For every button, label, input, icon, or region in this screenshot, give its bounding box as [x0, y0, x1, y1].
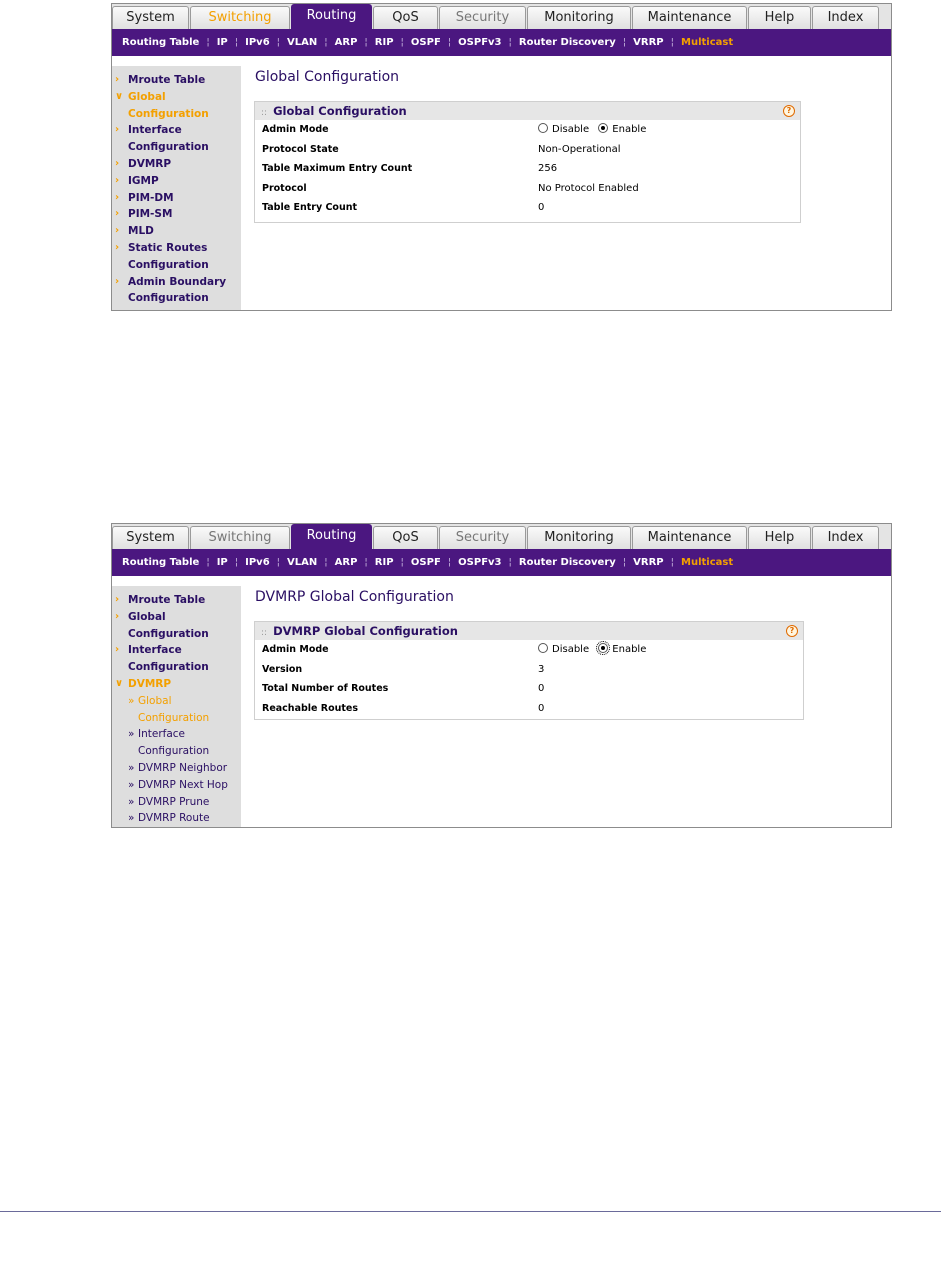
chevron-down-icon: ∨	[115, 90, 124, 102]
admin-mode-label: Admin Mode	[262, 644, 329, 655]
sidebar-subitem-dvmrp-neighbor[interactable]	[112, 760, 241, 777]
subnav-ipv6[interactable]: IPv6	[245, 37, 270, 48]
sidebar-subitem-label: DVMRP Prune	[138, 795, 210, 808]
row-table-maximum-entry-count	[255, 159, 800, 179]
chevron-right-icon: ›	[115, 225, 120, 237]
sidebar-item-label: DVMRP	[128, 677, 172, 690]
enable-radio[interactable]	[598, 123, 608, 133]
status-rows	[255, 140, 800, 218]
disable-radio[interactable]	[538, 123, 548, 133]
tab-system[interactable]: System	[112, 526, 189, 549]
nav-separator: ¦	[276, 37, 281, 48]
row-total-number-of-routes	[255, 679, 803, 699]
nav-separator: ¦	[234, 557, 239, 568]
screenshot-global-configuration	[111, 3, 892, 311]
sidebar-item-label: Global	[128, 90, 166, 103]
chevron-right-icon: ›	[115, 644, 120, 656]
sidebar-item-pim-dm[interactable]	[112, 190, 241, 207]
row-reachable-routes	[255, 699, 803, 719]
sidebar-item-pim-sm[interactable]	[112, 206, 241, 223]
nav-separator: ¦	[276, 557, 281, 568]
sidebar-subitem-label: DVMRP Route	[138, 812, 210, 825]
enable-label: Enable	[612, 124, 647, 135]
tab-monitoring[interactable]: Monitoring	[527, 6, 631, 29]
sidebar-item-igmp[interactable]	[112, 173, 241, 190]
tab-monitoring[interactable]: Monitoring	[527, 526, 631, 549]
sidebar-item-label: Mroute Table	[128, 74, 206, 86]
sidebar-item-label: Admin Boundary	[128, 275, 227, 288]
disable-label: Disable	[552, 124, 590, 135]
sidebar-item-global-configuration[interactable]	[112, 609, 241, 643]
routing-sub-nav	[112, 549, 891, 576]
subnav-multicast[interactable]: Multicast	[681, 557, 734, 568]
chevron-right-icon: ›	[115, 174, 120, 186]
field-label: Protocol State	[262, 143, 339, 155]
tab-switching[interactable]: Switching	[190, 6, 290, 29]
page-title: DVMRP Global Configuration	[255, 589, 454, 605]
subnav-routing-table[interactable]: Routing Table	[122, 37, 200, 48]
admin-mode-options	[538, 120, 652, 140]
field-label: Reachable Routes	[262, 702, 359, 714]
chevron-right-icon: ›	[115, 241, 120, 253]
admin-mode-options	[538, 640, 652, 660]
multicast-sidebar	[112, 66, 241, 310]
question-mark-icon[interactable]: ?	[786, 625, 798, 637]
admin-mode-label: Admin Mode	[262, 124, 329, 135]
nav-separator: ¦	[400, 37, 404, 48]
tab-maintenance[interactable]: Maintenance	[632, 6, 747, 29]
field-label: Total Number of Routes	[262, 683, 389, 695]
sidebar-item-label: Interface	[128, 124, 182, 137]
chevron-right-icon: ›	[115, 191, 120, 203]
subnav-ospfv3[interactable]: OSPFv3	[458, 37, 502, 48]
sidebar-subitem-label: Configuration	[138, 745, 210, 758]
nav-separator: ¦	[622, 557, 627, 568]
subnav-rip[interactable]: RIP	[374, 37, 394, 48]
dvmrp-global-configuration-panel	[254, 621, 804, 720]
subnav-ip[interactable]: IP	[216, 37, 228, 48]
nav-separator: ¦	[670, 557, 675, 568]
panel-header	[255, 102, 800, 120]
enable-radio[interactable]	[598, 643, 608, 653]
chevron-right-icon: ›	[115, 610, 120, 622]
grip-icon: ::	[261, 628, 268, 638]
subnav-ospf[interactable]: OSPF	[410, 37, 441, 48]
tab-security[interactable]: Security	[439, 6, 526, 29]
sidebar-item-global-configuration[interactable]	[112, 89, 241, 123]
subnav-routing-table[interactable]: Routing Table	[122, 557, 200, 568]
global-configuration-panel	[254, 101, 801, 223]
nav-separator: ¦	[206, 557, 210, 568]
subnav-router-discovery[interactable]: Router Discovery	[518, 37, 616, 48]
subnav-ip[interactable]: IP	[216, 557, 228, 568]
tab-system[interactable]: System	[112, 6, 189, 29]
double-chevron-icon: »	[128, 761, 135, 774]
sidebar-subitem-label: Configuration	[138, 711, 210, 724]
panel-header	[255, 622, 803, 640]
sidebar-item-label: Mroute Table	[128, 594, 206, 606]
sidebar-item-label: PIM-SM	[128, 208, 173, 221]
chevron-down-icon: ∨	[115, 677, 124, 689]
nav-separator: ¦	[324, 37, 328, 48]
tab-maintenance[interactable]: Maintenance	[632, 526, 747, 549]
subnav-ipv6[interactable]: IPv6	[245, 557, 270, 568]
disable-label: Disable	[552, 644, 590, 655]
tab-help[interactable]: Help	[748, 6, 811, 29]
tab-help[interactable]: Help	[748, 526, 811, 549]
chevron-right-icon: ›	[115, 275, 120, 287]
sidebar-subitem-dvmrp-prune[interactable]	[112, 794, 241, 811]
sidebar-item-label: Configuration	[128, 661, 209, 674]
subnav-multicast[interactable]: Multicast	[681, 37, 734, 48]
sidebar-item-label: Configuration	[128, 141, 209, 154]
sidebar-subitem-dvmrp-next-hop[interactable]	[112, 777, 241, 794]
field-value: 3	[538, 663, 545, 675]
row-version	[255, 660, 803, 680]
routing-sub-nav	[112, 29, 891, 56]
sidebar-subitem-label: Interface	[138, 728, 186, 741]
double-chevron-icon: »	[128, 694, 135, 707]
page-footer-rule	[0, 1211, 941, 1212]
sidebar-item-label: Configuration	[128, 258, 209, 271]
subnav-arp[interactable]: ARP	[334, 37, 358, 48]
screenshot-dvmrp-global-configuration	[111, 523, 892, 828]
subnav-rip[interactable]: RIP	[374, 557, 394, 568]
subnav-vrrp[interactable]: VRRP	[633, 37, 664, 48]
row-table-entry-count	[255, 198, 800, 218]
sidebar-item-label: PIM-DM	[128, 191, 174, 204]
admin-mode-row	[255, 120, 800, 140]
nav-separator: ¦	[508, 37, 512, 48]
sidebar-item-label: Configuration	[128, 107, 209, 120]
nav-separator: ¦	[206, 37, 210, 48]
status-rows	[255, 660, 803, 719]
sidebar-item-static-routes-configuration[interactable]	[112, 240, 241, 274]
sidebar-subitem-interface-configuration[interactable]	[112, 726, 241, 760]
sidebar-subitem-global-configuration[interactable]	[112, 693, 241, 727]
sidebar-item-label: Configuration	[128, 292, 209, 305]
chevron-right-icon: ›	[115, 157, 120, 169]
chevron-right-icon: ›	[115, 124, 120, 136]
enable-label: Enable	[612, 644, 647, 655]
tab-routing[interactable]: Routing	[291, 524, 372, 549]
row-protocol-state	[255, 140, 800, 160]
sidebar-item-mroute-table[interactable]	[112, 72, 241, 89]
sidebar-subitem-label: DVMRP Neighbor	[138, 761, 228, 774]
sidebar-item-mroute-table[interactable]	[112, 592, 241, 609]
nav-separator: ¦	[622, 37, 627, 48]
sidebar-item-interface-configuration[interactable]	[112, 122, 241, 156]
tab-switching[interactable]: Switching	[190, 526, 290, 549]
subnav-vrrp[interactable]: VRRP	[633, 557, 664, 568]
nav-separator: ¦	[447, 37, 452, 48]
field-value: 0	[538, 202, 545, 214]
nav-separator: ¦	[400, 557, 404, 568]
chevron-right-icon: ›	[115, 594, 120, 605]
double-chevron-icon: »	[128, 778, 135, 791]
tab-qos[interactable]: QoS	[373, 6, 438, 29]
sidebar-item-label: MLD	[128, 225, 154, 238]
question-mark-icon[interactable]: ?	[783, 105, 795, 117]
multicast-sidebar	[112, 586, 241, 827]
row-protocol	[255, 179, 800, 199]
field-value: No Protocol Enabled	[538, 182, 639, 194]
double-chevron-icon: »	[128, 728, 135, 741]
nav-separator: ¦	[364, 37, 368, 48]
subnav-ospf[interactable]: OSPF	[410, 557, 441, 568]
sidebar-item-label: Global	[128, 610, 166, 623]
double-chevron-icon: »	[128, 812, 135, 825]
tab-index[interactable]: Index	[812, 526, 879, 549]
field-label: Version	[262, 663, 303, 675]
sidebar-item-admin-boundary-configuration[interactable]	[112, 274, 241, 308]
field-value: Non-Operational	[538, 143, 621, 155]
sidebar-item-label: Static Routes	[128, 241, 208, 254]
nav-separator: ¦	[447, 557, 452, 568]
tab-security[interactable]: Security	[439, 526, 526, 549]
field-value: 256	[538, 163, 558, 175]
field-label: Protocol	[262, 182, 307, 194]
nav-separator: ¦	[324, 557, 328, 568]
admin-mode-row	[255, 640, 803, 660]
main-tab-bar	[112, 4, 891, 29]
sidebar-item-label: Configuration	[128, 627, 209, 640]
sidebar-subitem-label: Global	[138, 694, 172, 707]
field-value: 0	[538, 683, 545, 695]
tab-index[interactable]: Index	[812, 6, 879, 29]
subnav-arp[interactable]: ARP	[334, 557, 358, 568]
field-label: Table Maximum Entry Count	[262, 163, 413, 175]
sidebar-item-dvmrp[interactable]	[112, 676, 241, 693]
subnav-vlan[interactable]: VLAN	[287, 37, 318, 48]
nav-separator: ¦	[508, 557, 512, 568]
panel-title: Global Configuration	[273, 104, 407, 118]
double-chevron-icon: »	[128, 795, 135, 808]
field-label: Table Entry Count	[262, 202, 358, 214]
sidebar-item-mld[interactable]	[112, 223, 241, 240]
tab-qos[interactable]: QoS	[373, 526, 438, 549]
subnav-ospfv3[interactable]: OSPFv3	[458, 557, 502, 568]
chevron-right-icon: ›	[115, 208, 120, 220]
sidebar-item-interface-configuration[interactable]	[112, 642, 241, 676]
field-value: 0	[538, 702, 545, 714]
page-title: Global Configuration	[255, 69, 400, 85]
sidebar-item-dvmrp[interactable]	[112, 156, 241, 173]
sidebar-item-label: IGMP	[128, 174, 159, 187]
sidebar-item-label: DVMRP	[128, 157, 172, 170]
disable-radio[interactable]	[538, 643, 548, 653]
subnav-router-discovery[interactable]: Router Discovery	[518, 557, 616, 568]
sidebar-subitem-label: DVMRP Next Hop	[138, 778, 228, 791]
nav-separator: ¦	[234, 37, 239, 48]
panel-title: DVMRP Global Configuration	[273, 624, 458, 638]
sidebar-item-label: Interface	[128, 644, 182, 657]
subnav-vlan[interactable]: VLAN	[287, 557, 318, 568]
sidebar-subitem-dvmrp-route[interactable]	[112, 810, 241, 827]
chevron-right-icon: ›	[115, 74, 120, 85]
nav-separator: ¦	[670, 37, 675, 48]
nav-separator: ¦	[364, 557, 368, 568]
main-tab-bar	[112, 524, 891, 549]
grip-icon: ::	[261, 108, 268, 118]
tab-routing[interactable]: Routing	[291, 4, 372, 29]
